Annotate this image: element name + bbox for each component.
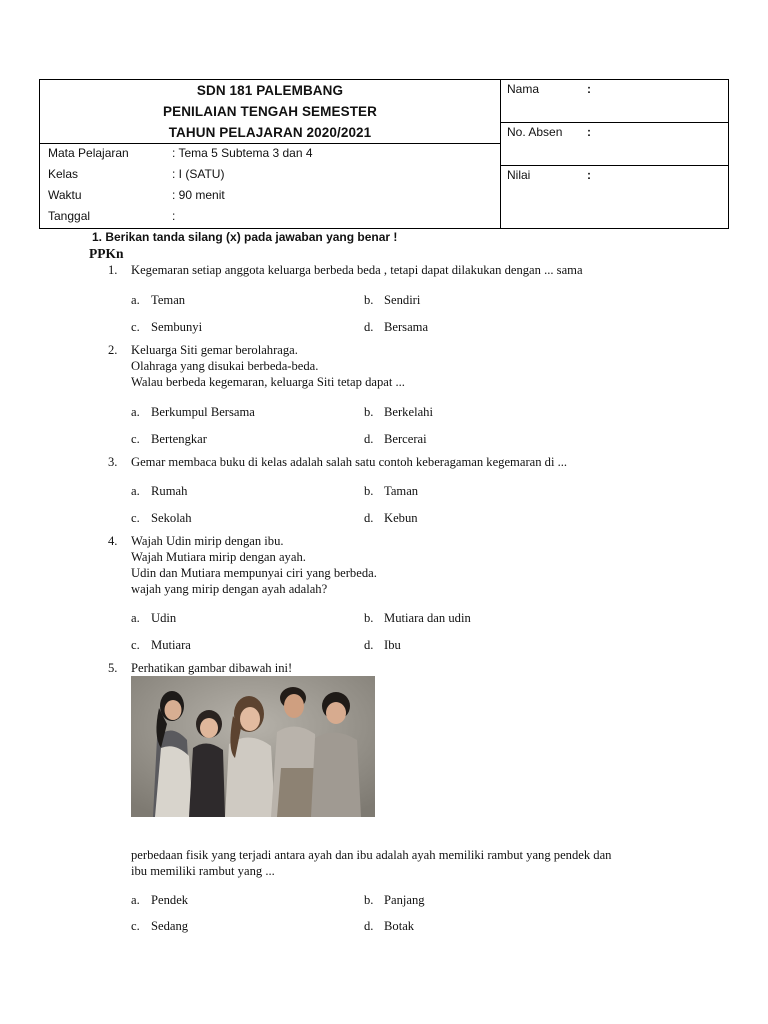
option-letter: a. — [131, 893, 140, 907]
header-right-panel — [500, 80, 728, 228]
option-5b[interactable] — [364, 893, 425, 908]
score-label: Nilai — [507, 168, 531, 182]
option-letter: a. — [131, 611, 140, 625]
question-text — [131, 454, 721, 470]
option-text: Berkelahi — [384, 405, 433, 419]
option-4b[interactable] — [364, 611, 471, 626]
subject-heading: PPKn — [89, 246, 124, 261]
option-1c[interactable] — [131, 320, 202, 335]
option-text: Mutiara — [151, 638, 191, 652]
option-letter: a. — [131, 405, 140, 419]
option-3a[interactable] — [131, 484, 187, 499]
absen-colon: : — [587, 125, 591, 139]
question-number: 1. — [108, 263, 118, 277]
info-value: : — [172, 209, 176, 223]
option-letter: c. — [131, 511, 140, 525]
score-colon: : — [587, 168, 591, 182]
question-number: 3. — [108, 455, 118, 469]
info-label: Kelas — [48, 167, 79, 181]
option-letter: c. — [131, 432, 140, 446]
option-3b[interactable] — [364, 484, 418, 499]
question-line: Udin dan Mutiara mempunyai ciri yang berbeda. — [131, 566, 377, 580]
option-letter: d. — [364, 432, 374, 446]
absen-field[interactable] — [500, 123, 728, 166]
option-4a[interactable] — [131, 611, 176, 626]
option-text: Sekolah — [151, 511, 192, 525]
question-line: Wajah Udin mirip dengan ibu. — [131, 534, 284, 548]
info-row-subject — [40, 143, 500, 164]
question-line: perbedaan fisik yang terjadi antara ayah dan ibu adalah ayah memiliki rambut yang pendek dan — [131, 848, 612, 862]
option-letter: b. — [364, 893, 374, 907]
option-letter: b. — [364, 405, 374, 419]
option-text: Botak — [384, 919, 415, 933]
question-text — [131, 847, 721, 879]
option-4d[interactable] — [364, 638, 401, 653]
option-text: Ibu — [384, 638, 401, 652]
option-1b[interactable] — [364, 293, 420, 308]
info-value: : 90 menit — [172, 188, 225, 202]
option-letter: d. — [364, 638, 374, 652]
name-label: Nama — [507, 82, 540, 96]
question-line: Gemar membaca buku di kelas adalah salah satu contoh keberagaman kegemaran di ... — [131, 455, 568, 469]
question-line: Kegemaran setiap anggota keluarga berbeda beda , tetapi dapat dilakukan dengan ... sama — [131, 263, 583, 277]
option-text: Teman — [151, 293, 186, 307]
info-value: : I (SATU) — [172, 167, 225, 181]
option-1a[interactable] — [131, 293, 185, 308]
score-field[interactable] — [500, 166, 728, 228]
option-text: Rumah — [151, 484, 188, 498]
question-line: Olahraga yang disukai berbeda-beda. — [131, 359, 319, 373]
info-label: Tanggal — [48, 209, 91, 223]
option-4c[interactable] — [131, 638, 191, 653]
info-label: Mata Pelajaran — [48, 146, 129, 160]
option-2d[interactable] — [364, 432, 427, 447]
option-text: Sendiri — [384, 293, 421, 307]
question-line: Walau berbeda kegemaran, keluarga Siti tetap dapat ... — [131, 375, 405, 389]
question-number: 2. — [108, 343, 118, 357]
option-3c[interactable] — [131, 511, 192, 526]
option-text: Kebun — [384, 511, 418, 525]
option-letter: c. — [131, 919, 140, 933]
info-row-time — [40, 185, 500, 206]
school-name: SDN 181 PALEMBANG — [196, 83, 344, 98]
option-letter: d. — [364, 511, 374, 525]
info-value: : Tema 5 Subtema 3 dan 4 — [172, 146, 313, 160]
option-1d[interactable] — [364, 320, 428, 335]
question-line: Perhatikan gambar dibawah ini! — [131, 661, 293, 675]
exam-header-table — [39, 79, 729, 229]
option-letter: d. — [364, 919, 374, 933]
option-letter: b. — [364, 484, 374, 498]
header-left-panel — [40, 80, 501, 228]
option-5d[interactable] — [364, 919, 414, 934]
option-letter: a. — [131, 484, 140, 498]
question-line: wajah yang mirip dengan ayah adalah? — [131, 582, 328, 596]
question-line: Keluarga Siti gemar berolahraga. — [131, 343, 298, 357]
instruction: 1. Berikan tanda silang (x) pada jawaban yang benar ! — [92, 230, 398, 244]
option-text: Berkumpul Bersama — [151, 405, 255, 419]
absen-label: No. Absen — [507, 125, 563, 139]
question-text — [131, 533, 721, 597]
option-text: Sembunyi — [151, 320, 203, 334]
info-row-class — [40, 164, 500, 185]
option-letter: c. — [131, 638, 140, 652]
option-text: Bersama — [384, 320, 429, 334]
question-number: 4. — [108, 534, 118, 548]
question-text — [131, 342, 721, 390]
name-colon: : — [587, 82, 591, 96]
option-text: Panjang — [384, 893, 425, 907]
question-line: Wajah Mutiara mirip dengan ayah. — [131, 550, 306, 564]
option-text: Udin — [151, 611, 177, 625]
info-row-date — [40, 206, 500, 227]
option-2b[interactable] — [364, 405, 433, 420]
option-text: Mutiara dan udin — [384, 611, 471, 625]
option-text: Taman — [384, 484, 419, 498]
option-3d[interactable] — [364, 511, 418, 526]
info-label: Waktu — [48, 188, 82, 202]
option-letter: b. — [364, 293, 374, 307]
option-text: Bercerai — [384, 432, 427, 446]
option-5a[interactable] — [131, 893, 188, 908]
option-text: Sedang — [151, 919, 189, 933]
option-letter: c. — [131, 320, 140, 334]
academic-year: TAHUN PELAJARAN 2020/2021 — [168, 125, 372, 140]
exam-title-block — [40, 80, 500, 144]
option-letter: a. — [131, 293, 140, 307]
option-5c[interactable] — [131, 919, 188, 934]
family-photo — [131, 676, 375, 817]
option-2c[interactable] — [131, 432, 207, 447]
question-line: ibu memiliki rambut yang ... — [131, 864, 275, 878]
question-text — [131, 262, 721, 278]
name-field[interactable] — [500, 80, 728, 123]
option-text: Pendek — [151, 893, 189, 907]
option-letter: d. — [364, 320, 374, 334]
exam-name: PENILAIAN TENGAH SEMESTER — [162, 104, 378, 119]
question-number: 5. — [108, 661, 118, 675]
option-letter: b. — [364, 611, 374, 625]
option-text: Bertengkar — [151, 432, 207, 446]
option-2a[interactable] — [131, 405, 255, 420]
question-text — [131, 660, 721, 676]
